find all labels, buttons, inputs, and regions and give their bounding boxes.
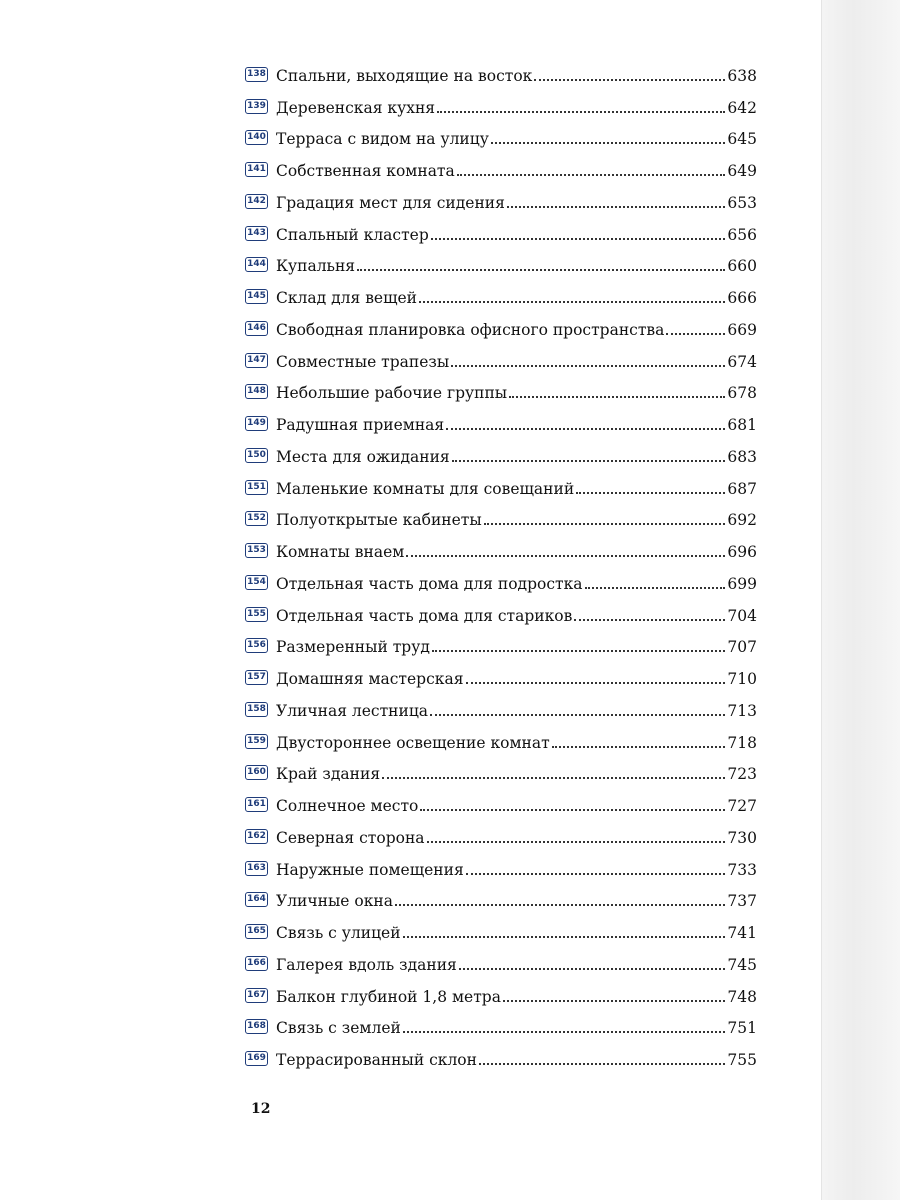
toc-entry-title: Терраса с видом на улицу — [276, 130, 489, 149]
toc-entry-title: Связь с улицей — [276, 924, 401, 942]
dot-leader — [406, 555, 725, 557]
toc-entry-title: Деревенская кухня — [276, 98, 436, 117]
toc-entry-title: Связь с землей — [276, 1019, 401, 1038]
dot-leader — [552, 746, 726, 748]
toc-entry-page: 678 — [727, 384, 757, 403]
toc-entry-page: 638 — [727, 66, 757, 85]
pattern-number-badge: 140 — [245, 130, 268, 145]
pattern-number-badge: 161 — [245, 797, 268, 812]
table-of-contents — [245, 57, 757, 1073]
pattern-number-badge: 166 — [245, 956, 268, 971]
pattern-number-badge: 139 — [245, 99, 268, 114]
toc-entry-page: 660 — [727, 257, 757, 276]
toc-entry[interactable] — [245, 184, 757, 216]
dot-leader — [479, 1063, 725, 1065]
toc-entry[interactable] — [245, 248, 757, 280]
dot-leader — [437, 111, 725, 113]
toc-entry-page: 730 — [727, 828, 757, 847]
dot-leader — [432, 650, 726, 652]
dot-leader — [427, 841, 726, 843]
toc-entry-page: 649 — [727, 162, 757, 180]
dot-leader — [503, 1000, 725, 1002]
pattern-number-badge: 142 — [245, 194, 268, 209]
toc-entry-title: Балкон глубиной 1,8 метра — [276, 987, 501, 1006]
toc-entry-title: Спальни, выходящие на восток — [276, 66, 533, 85]
dot-leader — [420, 809, 725, 811]
pattern-number-badge: 154 — [245, 575, 268, 590]
pattern-number-badge: 148 — [245, 384, 268, 399]
dot-leader — [451, 365, 725, 367]
dot-leader — [459, 968, 726, 970]
pattern-number-badge: 160 — [245, 765, 268, 780]
toc-entry-page: 713 — [727, 701, 757, 720]
toc-entry-page: 666 — [727, 289, 757, 307]
toc-entry[interactable] — [245, 343, 757, 375]
toc-entry-page: 687 — [727, 479, 757, 498]
pattern-number-badge: 150 — [245, 448, 268, 463]
toc-entry-title: Террасированный склон — [276, 1051, 477, 1069]
pattern-number-badge: 149 — [245, 416, 268, 431]
dot-leader — [382, 777, 725, 779]
toc-entry-page: 723 — [727, 765, 757, 784]
toc-entry[interactable] — [245, 1010, 757, 1042]
toc-entry[interactable] — [245, 756, 757, 788]
toc-entry[interactable] — [245, 787, 757, 819]
toc-entry[interactable] — [245, 660, 757, 692]
toc-entry-title: Спальный кластер — [276, 225, 429, 244]
toc-entry-title: Радушная приемная — [276, 416, 445, 434]
toc-entry-title: Край здания — [276, 765, 381, 784]
toc-entry[interactable] — [245, 375, 757, 407]
toc-entry[interactable] — [245, 216, 757, 248]
toc-entry-page: 755 — [727, 1051, 757, 1069]
toc-entry-page: 733 — [727, 860, 757, 879]
dot-leader — [466, 682, 726, 684]
page-edge — [821, 0, 900, 1200]
toc-entry-title: Уличные окна — [276, 892, 393, 911]
toc-entry-title: Наружные помещения — [276, 860, 464, 879]
toc-entry[interactable] — [245, 89, 757, 121]
toc-entry-title: Небольшие рабочие группы — [276, 384, 508, 403]
toc-entry-page: 669 — [727, 320, 757, 339]
pattern-number-badge: 145 — [245, 289, 268, 304]
toc-entry-page: 737 — [727, 892, 757, 911]
toc-entry[interactable] — [245, 311, 757, 343]
dot-leader — [466, 873, 726, 875]
toc-entry-page: 718 — [727, 733, 757, 752]
toc-entry[interactable] — [245, 1041, 757, 1073]
toc-entry-page: 727 — [727, 797, 757, 815]
toc-entry-title: Отдельная часть дома для стариков — [276, 606, 573, 625]
toc-entry[interactable] — [245, 502, 757, 534]
toc-entry-page: 704 — [727, 606, 757, 625]
toc-entry-page: 692 — [727, 511, 757, 530]
toc-entry-title: Собственная комната — [276, 162, 455, 180]
toc-entry[interactable] — [245, 724, 757, 756]
dot-leader — [403, 1031, 726, 1033]
toc-entry[interactable] — [245, 819, 757, 851]
toc-entry[interactable] — [245, 883, 757, 915]
toc-entry-page: 710 — [727, 670, 757, 688]
toc-entry[interactable] — [245, 946, 757, 978]
dot-leader — [484, 523, 726, 525]
toc-entry-page: 645 — [727, 130, 757, 149]
toc-entry-page: 748 — [727, 987, 757, 1006]
pattern-number-badge: 158 — [245, 702, 268, 717]
dot-leader — [403, 936, 726, 938]
toc-entry-title: Маленькие комнаты для совещаний — [276, 479, 575, 498]
toc-entry-page: 681 — [727, 416, 757, 434]
pattern-number-badge: 157 — [245, 670, 268, 685]
toc-entry[interactable] — [245, 597, 757, 629]
toc-entry-title: Полуоткрытые кабинеты — [276, 511, 482, 530]
toc-entry[interactable] — [245, 914, 757, 946]
toc-entry-title: Размеренный труд — [276, 638, 430, 657]
toc-entry-title: Домашняя мастерская — [276, 670, 464, 688]
pattern-number-badge: 164 — [245, 892, 268, 907]
toc-entry-page: 642 — [727, 98, 757, 117]
pattern-number-badge: 147 — [245, 353, 268, 368]
dot-leader — [430, 714, 725, 716]
toc-entry-page: 674 — [727, 352, 757, 371]
pattern-number-badge: 151 — [245, 480, 268, 495]
toc-entry[interactable] — [245, 565, 757, 597]
toc-entry-title: Комнаты внаем — [276, 543, 405, 561]
dot-leader — [585, 587, 726, 589]
dot-leader — [534, 79, 725, 81]
toc-entry-title: Места для ожидания — [276, 447, 450, 466]
toc-entry[interactable] — [245, 533, 757, 565]
toc-entry-title: Солнечное место — [276, 797, 419, 815]
dot-leader — [395, 904, 725, 906]
pattern-number-badge: 169 — [245, 1051, 268, 1066]
pattern-number-badge: 138 — [245, 67, 268, 82]
dot-leader — [452, 460, 726, 462]
dot-leader — [574, 619, 725, 621]
dot-leader — [507, 206, 726, 208]
pattern-number-badge: 146 — [245, 321, 268, 336]
pattern-number-badge: 143 — [245, 226, 268, 241]
toc-entry[interactable] — [245, 152, 757, 184]
toc-entry[interactable] — [245, 692, 757, 724]
toc-entry-page: 683 — [727, 447, 757, 466]
toc-entry[interactable] — [245, 406, 757, 438]
dot-leader — [666, 333, 725, 335]
pattern-number-badge: 144 — [245, 257, 268, 272]
toc-entry-title: Двустороннее освещение комнат — [276, 733, 550, 752]
toc-entry-title: Свободная планировка офисного пространства — [276, 320, 665, 339]
pattern-number-badge: 155 — [245, 607, 268, 622]
toc-entry-title: Купальня — [276, 257, 356, 276]
toc-entry-page: 696 — [727, 543, 757, 561]
toc-entry-title: Галерея вдоль здания — [276, 955, 457, 974]
pattern-number-badge: 152 — [245, 511, 268, 526]
dot-leader — [576, 492, 725, 494]
dot-leader — [457, 174, 726, 176]
page-number: 12 — [251, 1101, 271, 1117]
toc-entry[interactable] — [245, 978, 757, 1010]
toc-entry[interactable] — [245, 57, 757, 89]
dot-leader — [357, 269, 725, 271]
dot-leader — [509, 396, 725, 398]
toc-entry-page: 745 — [727, 955, 757, 974]
pattern-number-badge: 156 — [245, 638, 268, 653]
pattern-number-badge: 167 — [245, 988, 268, 1003]
pattern-number-badge: 141 — [245, 162, 268, 177]
toc-entry-page: 656 — [727, 225, 757, 244]
toc-entry[interactable] — [245, 851, 757, 883]
pattern-number-badge: 162 — [245, 829, 268, 844]
toc-entry-page: 699 — [727, 574, 757, 593]
toc-entry[interactable] — [245, 121, 757, 153]
toc-entry-title: Отдельная часть дома для подростка — [276, 574, 583, 593]
dot-leader — [491, 142, 726, 144]
toc-entry-page: 653 — [727, 193, 757, 212]
dot-leader — [431, 238, 726, 240]
toc-entry-title: Северная сторона — [276, 828, 425, 847]
pattern-number-badge: 168 — [245, 1019, 268, 1034]
pattern-number-badge: 165 — [245, 924, 268, 939]
toc-entry-title: Уличная лестница — [276, 701, 429, 720]
toc-entry[interactable] — [245, 470, 757, 502]
pattern-number-badge: 153 — [245, 543, 268, 558]
pattern-number-badge: 159 — [245, 734, 268, 749]
toc-entry[interactable] — [245, 279, 757, 311]
toc-entry-page: 741 — [727, 924, 757, 942]
toc-entry-title: Склад для вещей — [276, 289, 418, 307]
toc-entry-page: 707 — [727, 638, 757, 657]
dot-leader — [419, 301, 725, 303]
toc-entry[interactable] — [245, 629, 757, 661]
toc-entry-title: Совместные трапезы — [276, 352, 450, 371]
toc-entry-title: Градация мест для сидения — [276, 193, 505, 212]
pattern-number-badge: 163 — [245, 861, 268, 876]
toc-entry-page: 751 — [727, 1019, 757, 1038]
toc-entry[interactable] — [245, 438, 757, 470]
dot-leader — [446, 428, 725, 430]
